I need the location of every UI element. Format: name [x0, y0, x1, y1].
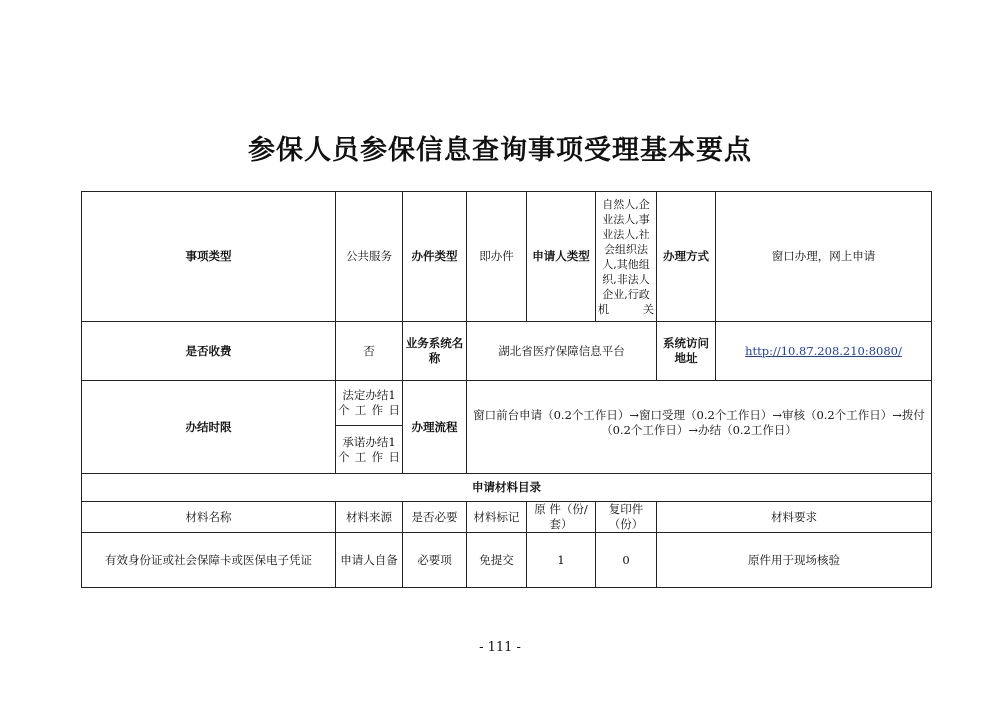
item-type-value: 公共服务 [336, 192, 403, 322]
table-row [82, 474, 932, 502]
system-address-cell [716, 322, 932, 381]
header-original: 原 件（份/套） [527, 502, 596, 533]
item-type-label: 事项类型 [82, 192, 336, 322]
page-number: - 111 - [479, 640, 521, 655]
header-requirement: 材料要求 [657, 502, 932, 533]
time-limit-label: 办结时限 [82, 381, 336, 474]
materials-section-title: 申请材料目录 [82, 474, 932, 502]
header-name: 材料名称 [82, 502, 336, 533]
handle-type-label: 办件类型 [403, 192, 467, 322]
applicant-type-value: 自然人,企业法人,事业法人,社会组织法人,其他组织,非法人企业,行政机关 [596, 192, 657, 322]
header-required: 是否必要 [403, 502, 467, 533]
material-requirement: 原件用于现场核验 [657, 533, 932, 588]
header-source: 材料来源 [336, 502, 403, 533]
material-source: 申请人自备 [336, 533, 403, 588]
requirements-table [81, 191, 932, 588]
handle-method-label: 办理方式 [657, 192, 716, 322]
fee-value: 否 [336, 322, 403, 381]
table-row [82, 502, 932, 533]
applicant-type-label: 申请人类型 [527, 192, 596, 322]
system-address-label: 系统访问地址 [657, 322, 716, 381]
material-original-count: 1 [527, 533, 596, 588]
fee-label: 是否收费 [82, 322, 336, 381]
header-copy: 复印件（份） [596, 502, 657, 533]
table-row [82, 533, 932, 588]
system-name-value: 湖北省医疗保障信息平台 [467, 322, 657, 381]
material-name: 有效身份证或社会保障卡或医保电子凭证 [82, 533, 336, 588]
system-name-label: 业务系统名称 [403, 322, 467, 381]
handle-type-value: 即办件 [467, 192, 527, 322]
legal-time-limit: 法定办结1个工作日 [336, 381, 403, 426]
table-row [82, 322, 932, 381]
page-title: 参保人员参保信息查询事项受理基本要点 [248, 135, 752, 166]
system-address-link[interactable]: http://10.87.208.210:8080/ [745, 343, 902, 358]
material-mark: 免提交 [467, 533, 527, 588]
process-label: 办理流程 [403, 381, 467, 474]
handle-method-value: 窗口办理，网上申请 [716, 192, 932, 322]
promised-time-limit: 承诺办结1个工作日 [336, 426, 403, 474]
header-mark: 材料标记 [467, 502, 527, 533]
table-row [82, 381, 932, 426]
table-row [82, 192, 932, 322]
material-copy-count: 0 [596, 533, 657, 588]
process-value: 窗口前台申请（0.2个工作日）→窗口受理（0.2个工作日）→审核（0.2个工作日）→拨付（0.2个工作日）→办结（0.2工作日） [467, 381, 932, 474]
material-required: 必要项 [403, 533, 467, 588]
